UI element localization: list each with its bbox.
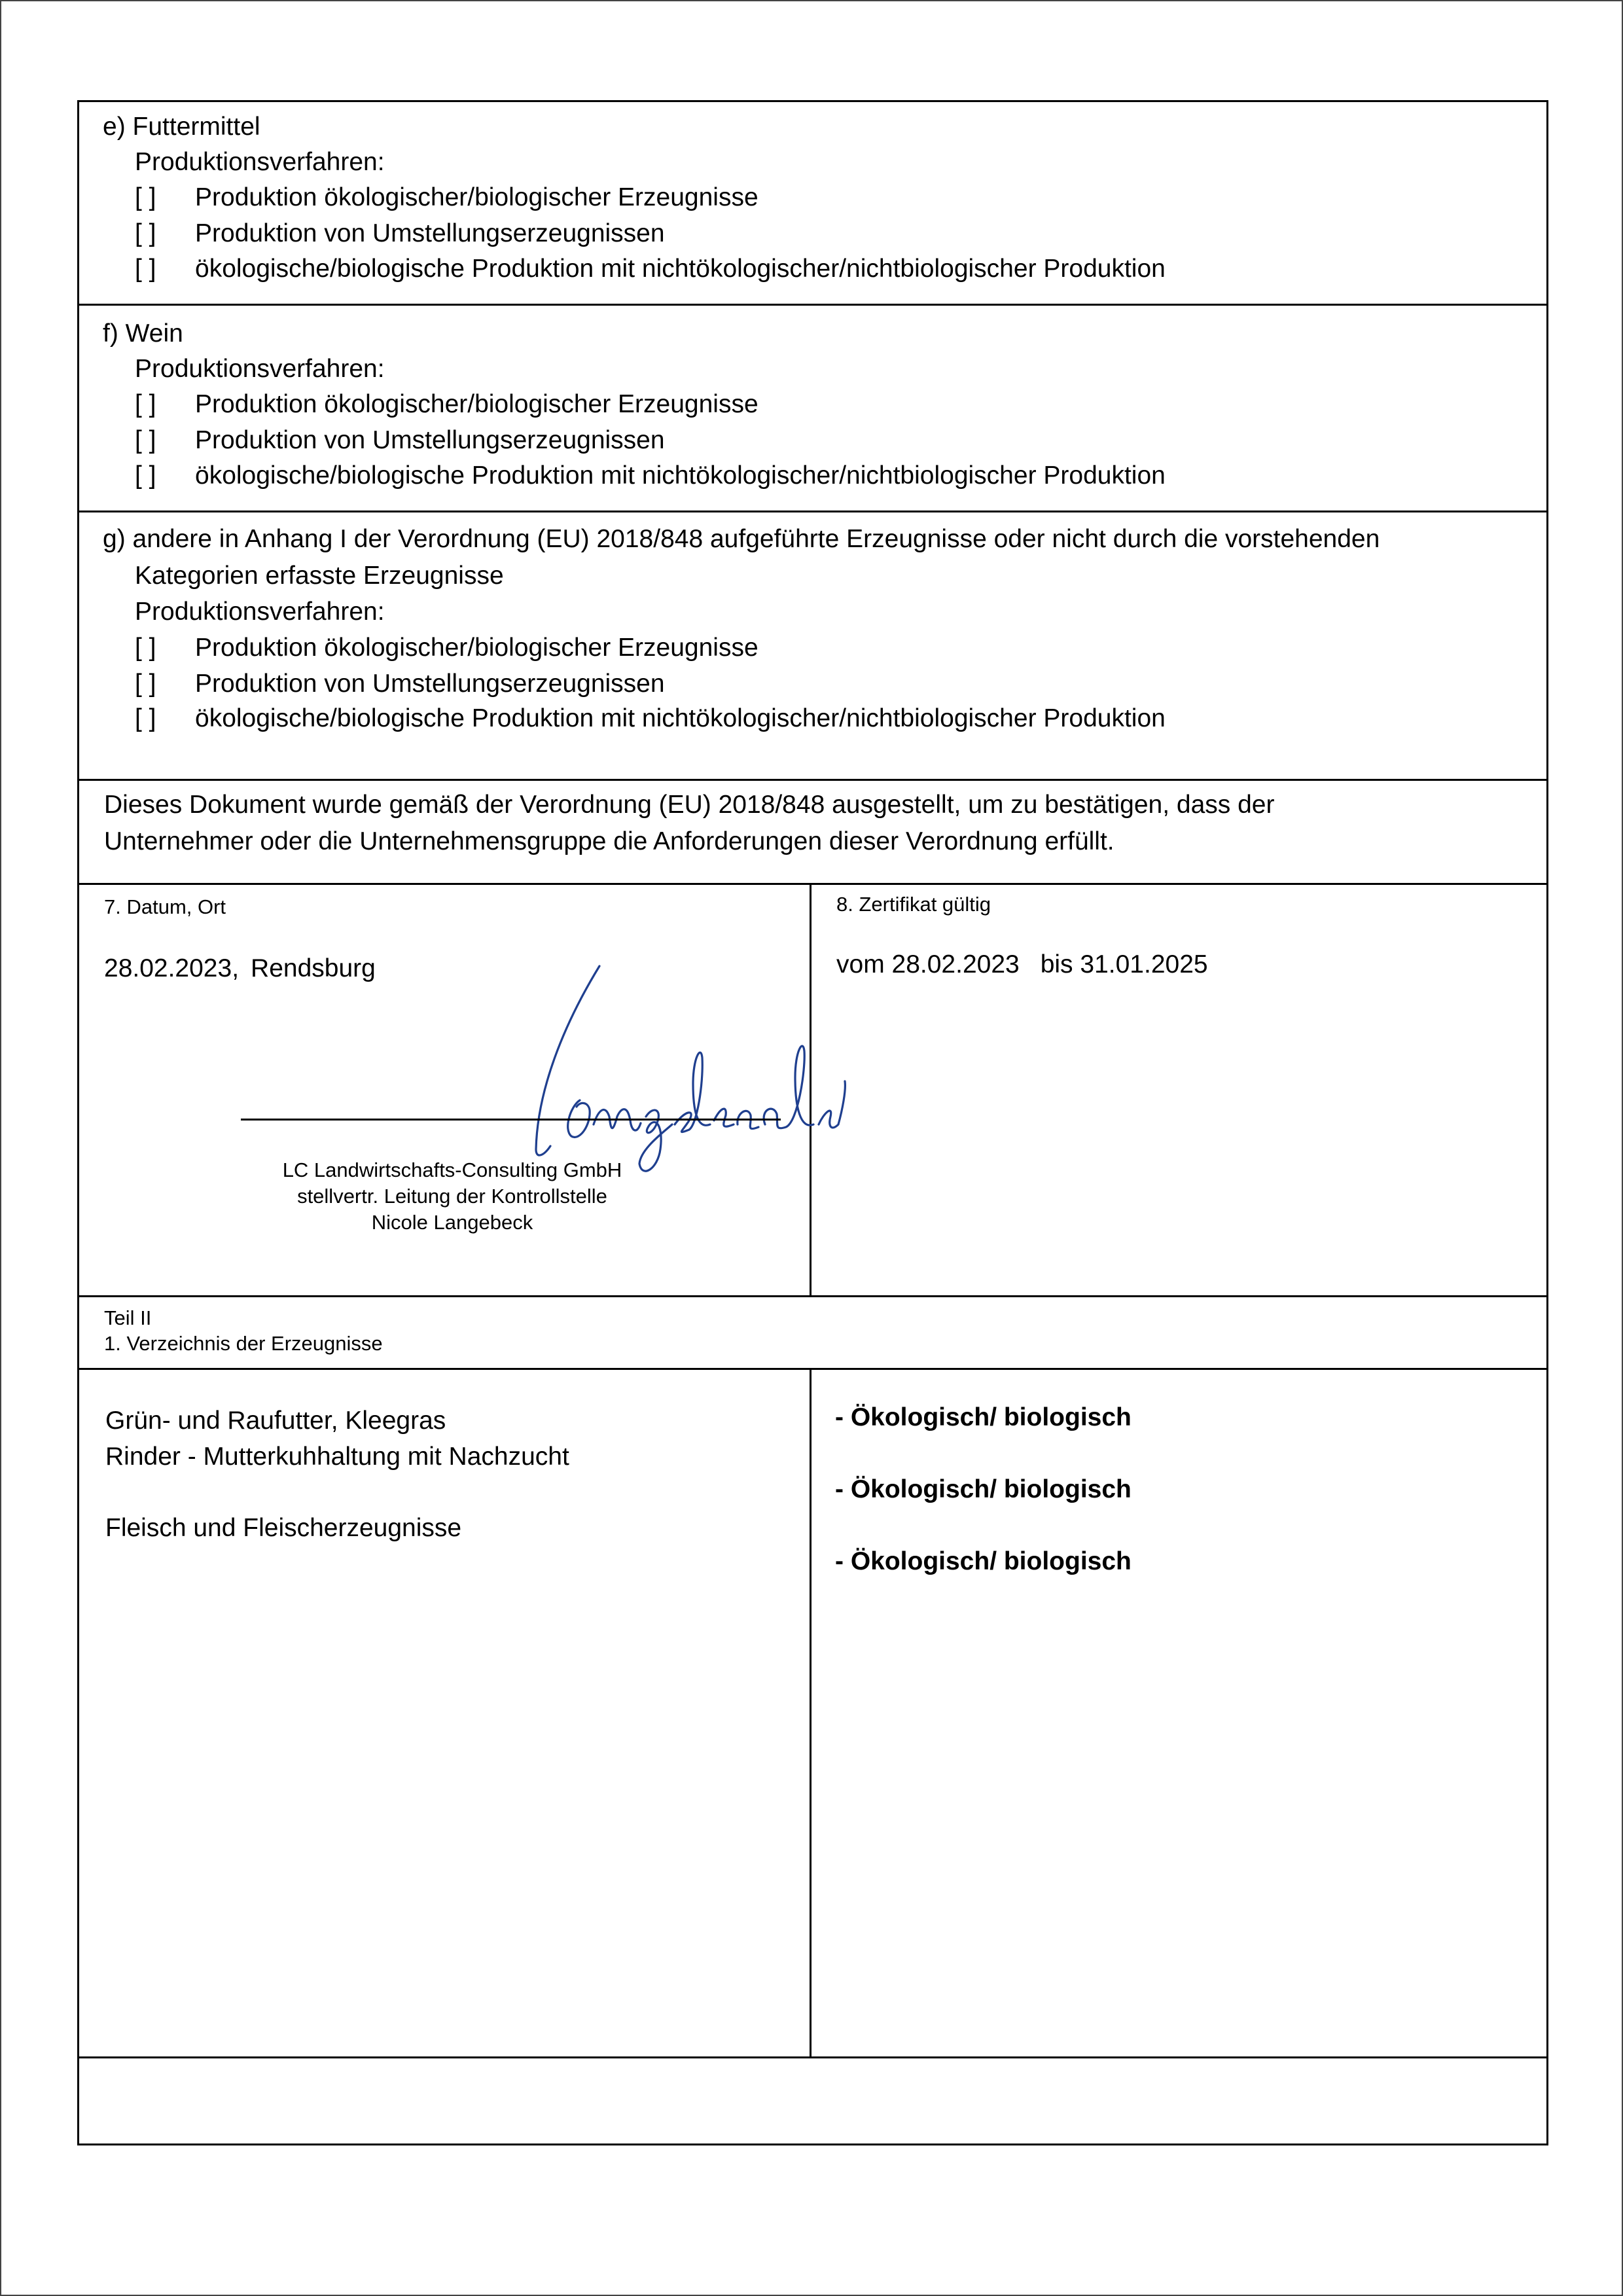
- section-e-option-2: [135, 215, 665, 251]
- valid-to: bis 31.01.2025: [1040, 950, 1208, 978]
- issue-place: Rendsburg: [251, 954, 376, 982]
- section-e-option-3: [135, 251, 1166, 287]
- option-label: Produktion von Umstellungserzeugnissen: [195, 670, 665, 698]
- checkbox-empty: [ ]: [135, 704, 156, 732]
- valid-from: vom 28.02.2023: [836, 950, 1020, 978]
- section-f-option-2: [135, 422, 665, 458]
- issue-date: 28.02.2023: [104, 954, 232, 982]
- option-label: ökologische/biologische Produktion mit nichtökologischer/nichtbiologischer Produktion: [195, 255, 1166, 283]
- divider: [79, 2056, 1546, 2058]
- product-item: Rinder - Mutterkuhhaltung mit Nachzucht: [105, 1443, 569, 1471]
- product-status: - Ökologisch/ biologisch: [835, 1403, 1132, 1431]
- issuer-name: Nicole Langebeck: [371, 1211, 533, 1234]
- date-separator: ,: [232, 954, 240, 982]
- signature-line: [241, 1119, 781, 1121]
- divider: [79, 883, 1546, 885]
- checkbox-empty: [ ]: [135, 255, 156, 283]
- option-label: ökologische/biologische Produktion mit nichtökologischer/nichtbiologischer Produktion: [195, 704, 1166, 732]
- section-g-heading: g) andere in Anhang I der Verordnung (EU) 2018/848 aufgeführte Erzeugnisse oder nicht durch die vorstehenden: [103, 525, 1380, 553]
- option-label: Produktion von Umstellungserzeugnissen: [195, 219, 665, 247]
- product-status: - Ökologisch/ biologisch: [835, 1547, 1132, 1575]
- statement-line-2: Unternehmer oder die Unternehmensgruppe die Anforderungen dieser Verordnung erfüllt.: [104, 827, 1115, 855]
- checkbox-empty: [ ]: [135, 670, 156, 698]
- date-place-value: [104, 950, 376, 986]
- section-f-option-1: [135, 386, 758, 422]
- part-2-subtitle: 1. Verzeichnis der Erzeugnisse: [104, 1332, 383, 1355]
- option-label: Produktion ökologischer/biologischer Erzeugnisse: [195, 390, 758, 418]
- divider: [79, 511, 1546, 512]
- divider: [79, 779, 1546, 781]
- certificate-form: [77, 100, 1548, 2145]
- checkbox-empty: [ ]: [135, 219, 156, 247]
- checkbox-empty: [ ]: [135, 426, 156, 454]
- section-e-method-label: Produktionsverfahren:: [135, 148, 385, 176]
- checkbox-empty: [ ]: [135, 634, 156, 662]
- issuer-role: stellvertr. Leitung der Kontrollstelle: [297, 1185, 607, 1208]
- product-item: Fleisch und Fleischerzeugnisse: [105, 1514, 462, 1542]
- section-e-option-1: [135, 179, 758, 215]
- option-label: Produktion von Umstellungserzeugnissen: [195, 426, 665, 454]
- part-2-title: Teil II: [104, 1306, 152, 1329]
- section-f-option-3: [135, 457, 1166, 493]
- section-g-method-label: Produktionsverfahren:: [135, 598, 385, 626]
- option-label: Produktion ökologischer/biologischer Erzeugnisse: [195, 183, 758, 211]
- section-g-option-1: [135, 630, 758, 666]
- statement-line-1: Dieses Dokument wurde gemäß der Verordnung (EU) 2018/848 ausgestellt, um zu bestätigen, dass der: [104, 791, 1275, 819]
- section-g-option-3: [135, 700, 1166, 736]
- option-label: Produktion ökologischer/biologischer Erzeugnisse: [195, 634, 758, 662]
- checkbox-empty: [ ]: [135, 461, 156, 490]
- divider: [79, 1368, 1546, 1370]
- validity-period: [836, 946, 1208, 982]
- section-e-heading: e) Futtermittel: [103, 113, 260, 141]
- option-label: ökologische/biologische Produktion mit nichtökologischer/nichtbiologischer Produktion: [195, 461, 1166, 490]
- section-g-option-2: [135, 666, 665, 702]
- divider: [79, 304, 1546, 306]
- date-place-label: 7. Datum, Ort: [104, 895, 226, 918]
- product-item: Grün- und Raufutter, Kleegras: [105, 1407, 446, 1435]
- column-divider: [810, 1368, 812, 2056]
- section-f-method-label: Produktionsverfahren:: [135, 355, 385, 383]
- divider: [79, 1295, 1546, 1297]
- section-f-heading: f) Wein: [103, 319, 183, 348]
- section-g-heading-cont: Kategorien erfasste Erzeugnisse: [135, 562, 504, 590]
- checkbox-empty: [ ]: [135, 183, 156, 211]
- validity-label: 8. Zertifikat gültig: [836, 893, 991, 916]
- issuer-organization: LC Landwirtschafts-Consulting GmbH: [282, 1158, 622, 1181]
- product-status: - Ökologisch/ biologisch: [835, 1475, 1132, 1503]
- checkbox-empty: [ ]: [135, 390, 156, 418]
